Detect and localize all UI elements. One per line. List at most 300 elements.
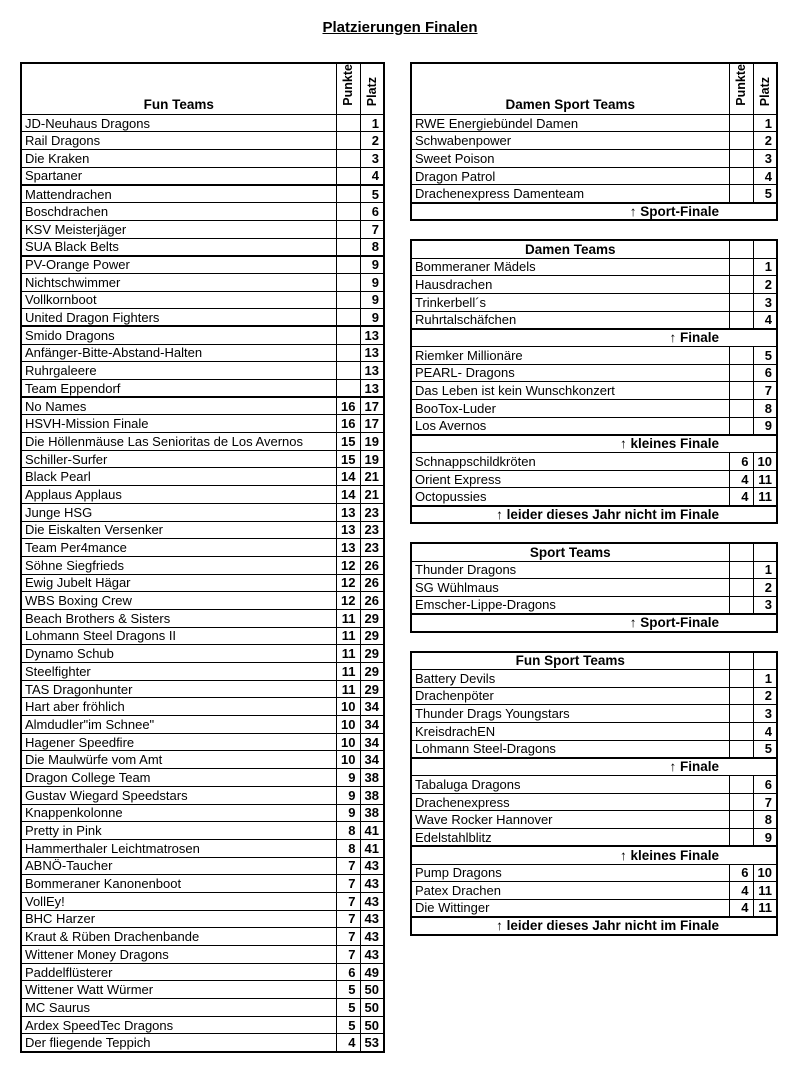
team-name: Tabaluga Dragons: [411, 776, 729, 794]
table-row: [411, 114, 777, 132]
section-footer-row: [411, 758, 777, 776]
team-name: No Names: [21, 397, 336, 415]
platz-value: 3: [753, 150, 777, 168]
platz-value: 43: [360, 946, 384, 964]
section-footer-label: ↑ kleines Finale: [411, 435, 777, 453]
team-name: Die Eiskalten Versenker: [21, 521, 336, 539]
punkte-column-label: Punkte: [340, 64, 355, 106]
table-header-row: [21, 63, 384, 114]
table-row: [21, 663, 384, 681]
platz-value: 9: [753, 829, 777, 847]
section-footer-label: ↑ leider dieses Jahr nicht im Finale: [411, 917, 777, 935]
table-row: [411, 417, 777, 435]
section-footer-label: ↑ leider dieses Jahr nicht im Finale: [411, 506, 777, 524]
team-name: Drachenexpress Damenteam: [411, 185, 729, 203]
punkte-value: [729, 293, 753, 311]
team-name: Beach Brothers & Sisters: [21, 609, 336, 627]
team-name: HSVH-Mission Finale: [21, 415, 336, 433]
punkte-value: 7: [336, 857, 360, 875]
platz-value: 50: [360, 981, 384, 999]
table-row: [411, 723, 777, 741]
punkte-column-header: [729, 652, 753, 670]
platz-value: 3: [753, 293, 777, 311]
punkte-value: 10: [336, 733, 360, 751]
platz-value: 21: [360, 468, 384, 486]
table-row: [21, 910, 384, 928]
team-name: BooTox-Luder: [411, 400, 729, 418]
platz-value: 38: [360, 786, 384, 804]
section-footer-row: [411, 614, 777, 632]
team-name: Drachenexpress: [411, 793, 729, 811]
team-name: WBS Boxing Crew: [21, 592, 336, 610]
punkte-value: 12: [336, 574, 360, 592]
platz-value: 2: [753, 687, 777, 705]
table-row: [21, 822, 384, 840]
punkte-value: [729, 705, 753, 723]
table-row: [21, 556, 384, 574]
team-name: Anfänger-Bitte-Abstand-Halten: [21, 344, 336, 362]
table-row: [411, 453, 777, 471]
platz-value: 8: [753, 400, 777, 418]
platz-value: 34: [360, 716, 384, 734]
platz-value: 6: [753, 776, 777, 794]
team-name: Team Per4mance: [21, 539, 336, 557]
punkte-value: 13: [336, 539, 360, 557]
platz-column-header: [753, 240, 777, 258]
table-row: [411, 596, 777, 614]
team-name: Das Leben ist kein Wunschkonzert: [411, 382, 729, 400]
punkte-value: [729, 579, 753, 597]
table-row: [21, 680, 384, 698]
table-row: [411, 400, 777, 418]
punkte-value: [336, 291, 360, 309]
platz-value: 9: [753, 417, 777, 435]
punkte-value: 7: [336, 892, 360, 910]
punkte-value: 4: [729, 488, 753, 506]
punkte-value: [729, 596, 753, 614]
punkte-value: [729, 417, 753, 435]
table-row: [21, 999, 384, 1017]
table-row: [21, 769, 384, 787]
table-row: [21, 203, 384, 221]
table-row: [411, 579, 777, 597]
team-name: Orient Express: [411, 470, 729, 488]
damen-sport-teams-table: [410, 62, 778, 221]
table-row: [411, 864, 777, 882]
platz-value: 19: [360, 433, 384, 451]
platz-value: 1: [753, 561, 777, 579]
punkte-value: [336, 344, 360, 362]
punkte-value: [729, 382, 753, 400]
team-name: Black Pearl: [21, 468, 336, 486]
table-row: [21, 468, 384, 486]
table-row: [21, 609, 384, 627]
table-row: [21, 1016, 384, 1034]
punkte-value: [336, 309, 360, 327]
punkte-value: [729, 311, 753, 329]
platz-value: 11: [753, 488, 777, 506]
punkte-value: [729, 561, 753, 579]
table-row: [21, 503, 384, 521]
punkte-value: 14: [336, 468, 360, 486]
punkte-value: 7: [336, 928, 360, 946]
team-name: SUA Black Belts: [21, 238, 336, 256]
punkte-value: 11: [336, 609, 360, 627]
punkte-value: 16: [336, 397, 360, 415]
platz-value: 6: [360, 203, 384, 221]
platz-value: 2: [360, 132, 384, 150]
team-name: Trinkerbell´s: [411, 293, 729, 311]
punkte-value: 7: [336, 946, 360, 964]
section-footer-row: [411, 917, 777, 935]
punkte-value: [729, 740, 753, 758]
team-name: Schiller-Surfer: [21, 450, 336, 468]
punkte-column-header: [336, 63, 360, 114]
table-row: [21, 220, 384, 238]
team-name: Pretty in Pink: [21, 822, 336, 840]
punkte-value: [336, 185, 360, 203]
table-row: [21, 185, 384, 203]
platz-value: 13: [360, 326, 384, 344]
table-row: [21, 698, 384, 716]
table-header-row: [411, 543, 777, 561]
sport-teams-table: [410, 542, 778, 632]
punkte-column-header: [729, 63, 753, 114]
table-header-row: [411, 652, 777, 670]
team-name: United Dragon Fighters: [21, 309, 336, 327]
table-row: [21, 486, 384, 504]
team-name: Söhne Siegfrieds: [21, 556, 336, 574]
platz-value: 5: [360, 185, 384, 203]
team-name: Schwabenpower: [411, 132, 729, 150]
section-footer-row: [411, 329, 777, 347]
team-name: Emscher-Lippe-Dragons: [411, 596, 729, 614]
team-name: TAS Dragonhunter: [21, 680, 336, 698]
section-footer-row: [411, 435, 777, 453]
punkte-value: [336, 114, 360, 132]
punkte-value: 5: [336, 999, 360, 1017]
punkte-value: 12: [336, 592, 360, 610]
platz-value: 3: [360, 150, 384, 168]
platz-value: 50: [360, 1016, 384, 1034]
platz-value: 34: [360, 733, 384, 751]
team-name: PV-Orange Power: [21, 256, 336, 274]
team-name: PEARL- Dragons: [411, 364, 729, 382]
team-name: Bommeraner Mädels: [411, 258, 729, 276]
team-name: Die Höllenmäuse Las Senioritas de Los Avernos: [21, 433, 336, 451]
team-name: Spartaner: [21, 167, 336, 185]
platz-value: 7: [753, 382, 777, 400]
punkte-value: 6: [729, 864, 753, 882]
punkte-value: 5: [336, 981, 360, 999]
table-row: [21, 256, 384, 274]
table-row: [21, 981, 384, 999]
platz-value: 2: [753, 579, 777, 597]
platz-value: 34: [360, 698, 384, 716]
team-name: Riemker Millionäre: [411, 346, 729, 364]
platz-value: 26: [360, 556, 384, 574]
damen-teams-table: [410, 239, 778, 524]
team-name: Steelfighter: [21, 663, 336, 681]
table-row: [21, 291, 384, 309]
table-row: [21, 326, 384, 344]
table-row: [411, 470, 777, 488]
platz-value: 6: [753, 364, 777, 382]
team-name: Almdudler"im Schnee": [21, 716, 336, 734]
punkte-value: [729, 150, 753, 168]
punkte-value: [729, 132, 753, 150]
platz-value: 43: [360, 857, 384, 875]
platz-value: 41: [360, 839, 384, 857]
platz-value: 13: [360, 344, 384, 362]
punkte-column-label: Punkte: [733, 64, 748, 106]
platz-value: 4: [360, 167, 384, 185]
punkte-value: [336, 326, 360, 344]
platz-value: 34: [360, 751, 384, 769]
punkte-value: 11: [336, 663, 360, 681]
team-name: Junge HSG: [21, 503, 336, 521]
punkte-value: 4: [336, 1034, 360, 1052]
table-row: [21, 238, 384, 256]
punkte-value: [729, 723, 753, 741]
punkte-value: 4: [729, 470, 753, 488]
table-row: [411, 150, 777, 168]
table-row: [21, 716, 384, 734]
table-row: [21, 380, 384, 398]
table-row: [411, 293, 777, 311]
punkte-value: [336, 238, 360, 256]
team-name: MC Saurus: [21, 999, 336, 1017]
table-row: [411, 276, 777, 294]
section-footer-row: [411, 506, 777, 524]
platz-value: 1: [753, 669, 777, 687]
platz-value: 2: [753, 132, 777, 150]
table-row: [21, 539, 384, 557]
platz-value: 26: [360, 592, 384, 610]
platz-value: 10: [753, 453, 777, 471]
table-row: [411, 364, 777, 382]
team-name: Gustav Wiegard Speedstars: [21, 786, 336, 804]
platz-column-header: [360, 63, 384, 114]
punkte-value: [336, 256, 360, 274]
team-name: Hausdrachen: [411, 276, 729, 294]
table-row: [21, 450, 384, 468]
team-name: Dynamo Schub: [21, 645, 336, 663]
table-row: [411, 899, 777, 917]
punkte-value: 12: [336, 556, 360, 574]
punkte-value: [729, 687, 753, 705]
table-row: [21, 733, 384, 751]
team-name: Hagener Speedfire: [21, 733, 336, 751]
punkte-value: 9: [336, 786, 360, 804]
platz-value: 19: [360, 450, 384, 468]
table-row: [411, 167, 777, 185]
platz-value: 1: [753, 258, 777, 276]
team-name: Die Maulwürfe vom Amt: [21, 751, 336, 769]
punkte-value: 11: [336, 627, 360, 645]
punkte-value: [729, 167, 753, 185]
punkte-value: [729, 258, 753, 276]
platz-value: 9: [360, 309, 384, 327]
team-name: Hammerthaler Leichtmatrosen: [21, 839, 336, 857]
platz-value: 43: [360, 910, 384, 928]
platz-value: 4: [753, 167, 777, 185]
team-name: Kraut & Rüben Drachenbande: [21, 928, 336, 946]
table-row: [411, 705, 777, 723]
punkte-value: 7: [336, 875, 360, 893]
platz-value: 11: [753, 470, 777, 488]
punkte-value: 8: [336, 822, 360, 840]
platz-value: 38: [360, 804, 384, 822]
team-name: Vollkornboot: [21, 291, 336, 309]
team-name: Nichtschwimmer: [21, 273, 336, 291]
team-name: Patex Drachen: [411, 882, 729, 900]
platz-value: 23: [360, 503, 384, 521]
table-row: [21, 521, 384, 539]
table-row: [411, 776, 777, 794]
punkte-value: 6: [729, 453, 753, 471]
platz-value: 10: [753, 864, 777, 882]
section-footer-label: ↑ Sport-Finale: [411, 614, 777, 632]
punkte-value: 9: [336, 769, 360, 787]
platz-value: 53: [360, 1034, 384, 1052]
table-row: [21, 627, 384, 645]
table-row: [21, 415, 384, 433]
table-row: [411, 185, 777, 203]
table-row: [21, 786, 384, 804]
section-footer-label: ↑ Finale: [411, 329, 777, 347]
team-name: Drachenpöter: [411, 687, 729, 705]
platz-value: 5: [753, 346, 777, 364]
punkte-value: [336, 203, 360, 221]
table-row: [21, 114, 384, 132]
team-name: Mattendrachen: [21, 185, 336, 203]
team-name: Sweet Poison: [411, 150, 729, 168]
table-row: [21, 751, 384, 769]
team-name: Team Eppendorf: [21, 380, 336, 398]
punkte-value: 16: [336, 415, 360, 433]
punkte-value: 9: [336, 804, 360, 822]
punkte-value: [729, 669, 753, 687]
team-name: Battery Devils: [411, 669, 729, 687]
team-name: Boschdrachen: [21, 203, 336, 221]
table-row: [411, 258, 777, 276]
punkte-value: 15: [336, 433, 360, 451]
table-row: [21, 946, 384, 964]
platz-value: 1: [360, 114, 384, 132]
table-row: [21, 150, 384, 168]
punkte-value: [729, 364, 753, 382]
platz-value: 13: [360, 380, 384, 398]
team-name: Octopussies: [411, 488, 729, 506]
team-name: Lohmann Steel-Dragons: [411, 740, 729, 758]
table-header-row: [411, 63, 777, 114]
platz-value: 43: [360, 875, 384, 893]
platz-value: 9: [360, 273, 384, 291]
team-name: Dragon College Team: [21, 769, 336, 787]
platz-column-label: Platz: [364, 76, 379, 106]
punkte-value: 5: [336, 1016, 360, 1034]
punkte-value: [336, 362, 360, 380]
section-footer-label: ↑ Sport-Finale: [411, 203, 777, 221]
punkte-value: 7: [336, 910, 360, 928]
table-row: [411, 488, 777, 506]
platz-value: 29: [360, 680, 384, 698]
platz-value: 11: [753, 899, 777, 917]
team-name: Bommeraner Kanonenboot: [21, 875, 336, 893]
section-footer-row: [411, 203, 777, 221]
platz-value: 49: [360, 963, 384, 981]
team-name: Rail Dragons: [21, 132, 336, 150]
punkte-value: [729, 400, 753, 418]
platz-value: 4: [753, 723, 777, 741]
platz-value: 26: [360, 574, 384, 592]
table-row: [411, 811, 777, 829]
table-row: [21, 839, 384, 857]
table-row: [411, 829, 777, 847]
punkte-value: [729, 776, 753, 794]
team-name: VollEy!: [21, 892, 336, 910]
table-row: [21, 963, 384, 981]
platz-value: 50: [360, 999, 384, 1017]
punkte-value: [729, 185, 753, 203]
punkte-value: [336, 150, 360, 168]
team-name: Edelstahlblitz: [411, 829, 729, 847]
platz-value: 29: [360, 627, 384, 645]
punkte-value: 10: [336, 751, 360, 769]
table-row: [21, 132, 384, 150]
punkte-value: [729, 276, 753, 294]
punkte-column-header: [729, 543, 753, 561]
team-name: Die Wittinger: [411, 899, 729, 917]
team-name: Ruhrgaleere: [21, 362, 336, 380]
table-row: [21, 433, 384, 451]
platz-value: 41: [360, 822, 384, 840]
team-name: Ewig Jubelt Hägar: [21, 574, 336, 592]
platz-value: 23: [360, 521, 384, 539]
section-footer-label: ↑ kleines Finale: [411, 846, 777, 864]
team-name: Die Kraken: [21, 150, 336, 168]
table-row: [21, 574, 384, 592]
punkte-value: [729, 793, 753, 811]
team-name: ABNÖ-Taucher: [21, 857, 336, 875]
team-name: Applaus Applaus: [21, 486, 336, 504]
team-name: Schnappschildkröten: [411, 453, 729, 471]
left-column: [20, 62, 385, 1053]
platz-value: 13: [360, 362, 384, 380]
platz-value: 8: [753, 811, 777, 829]
punkte-value: [336, 167, 360, 185]
platz-value: 43: [360, 928, 384, 946]
team-name: BHC Harzer: [21, 910, 336, 928]
punkte-value: 15: [336, 450, 360, 468]
table-row: [411, 346, 777, 364]
table-row: [411, 793, 777, 811]
table-row: [21, 309, 384, 327]
platz-value: 17: [360, 397, 384, 415]
platz-value: 38: [360, 769, 384, 787]
table-row: [21, 167, 384, 185]
table-row: [21, 362, 384, 380]
platz-value: 9: [360, 291, 384, 309]
table-row: [411, 882, 777, 900]
platz-value: 3: [753, 705, 777, 723]
fun-sport-teams-table: [410, 651, 778, 936]
team-name: RWE Energiebündel Damen: [411, 114, 729, 132]
table-row: [21, 928, 384, 946]
table-row: [21, 344, 384, 362]
punkte-value: 13: [336, 503, 360, 521]
